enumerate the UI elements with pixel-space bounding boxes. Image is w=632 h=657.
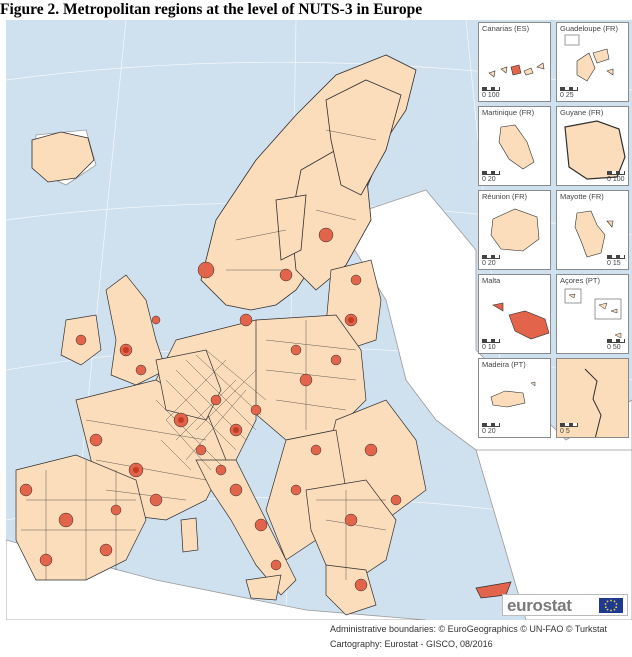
map-credits-boundaries: Administrative boundaries: © EuroGeographics © UN-FAO © Turkstat	[330, 624, 608, 634]
inset-canarias-label: Canarias (ES)	[482, 24, 530, 33]
inset-malta-scale: 0 10	[482, 339, 500, 351]
inset-madeira-label: Madeira (PT)	[482, 360, 526, 369]
map-credits-cartography: Cartography: Eurostat - GISCO, 08/2016	[330, 639, 493, 649]
inset-reunion-scale: 0 20	[482, 255, 500, 267]
inset-canarias	[478, 22, 551, 102]
inset-canarias-scale: 0 100	[482, 87, 500, 99]
inset-madeira-scale: 0 20	[482, 423, 500, 435]
inset-guyane-scale: 0 100	[607, 171, 625, 183]
inset-martinique-label: Martinique (FR)	[482, 108, 535, 117]
figure-title: Figure 2. Metropolitan regions at the level of NUTS-3 in Europe	[0, 1, 423, 18]
sardinia	[181, 518, 198, 552]
inset-liechtenstein-scale: 0 5	[560, 423, 578, 435]
inset-guadeloupe	[556, 22, 629, 102]
iceland	[32, 132, 94, 182]
eurostat-logo	[502, 594, 628, 616]
greece	[326, 565, 376, 615]
inset-madeira	[478, 358, 551, 438]
inset-reunion	[478, 190, 551, 270]
inset-acores-scale: 0 50	[607, 339, 625, 351]
inset-martinique-scale: 0 20	[482, 171, 500, 183]
inset-guyane	[556, 106, 629, 186]
inset-acores	[556, 274, 629, 354]
inset-mayotte	[556, 190, 629, 270]
inset-guyane-label: Guyane (FR)	[560, 108, 604, 117]
europe-map	[6, 20, 632, 620]
inset-guadeloupe-scale: 0 25	[560, 87, 578, 99]
inset-acores-label: Açores (PT)	[560, 276, 601, 285]
eurostat-wordmark: eurostat	[507, 596, 572, 615]
british-isles	[61, 275, 166, 385]
sicily	[246, 575, 281, 600]
inset-reunion-label: Réunion (FR)	[482, 192, 528, 201]
inset-malta-label: Malta	[482, 276, 501, 285]
inset-liechtenstein	[556, 358, 629, 438]
inset-mayotte-label: Mayotte (FR)	[560, 192, 604, 201]
inset-guadeloupe-label: Guadeloupe (FR)	[560, 24, 618, 33]
inset-martinique	[478, 106, 551, 186]
inset-malta	[478, 274, 551, 354]
inset-mayotte-scale: 0 15	[607, 255, 625, 267]
eu-flag-icon	[599, 598, 623, 613]
